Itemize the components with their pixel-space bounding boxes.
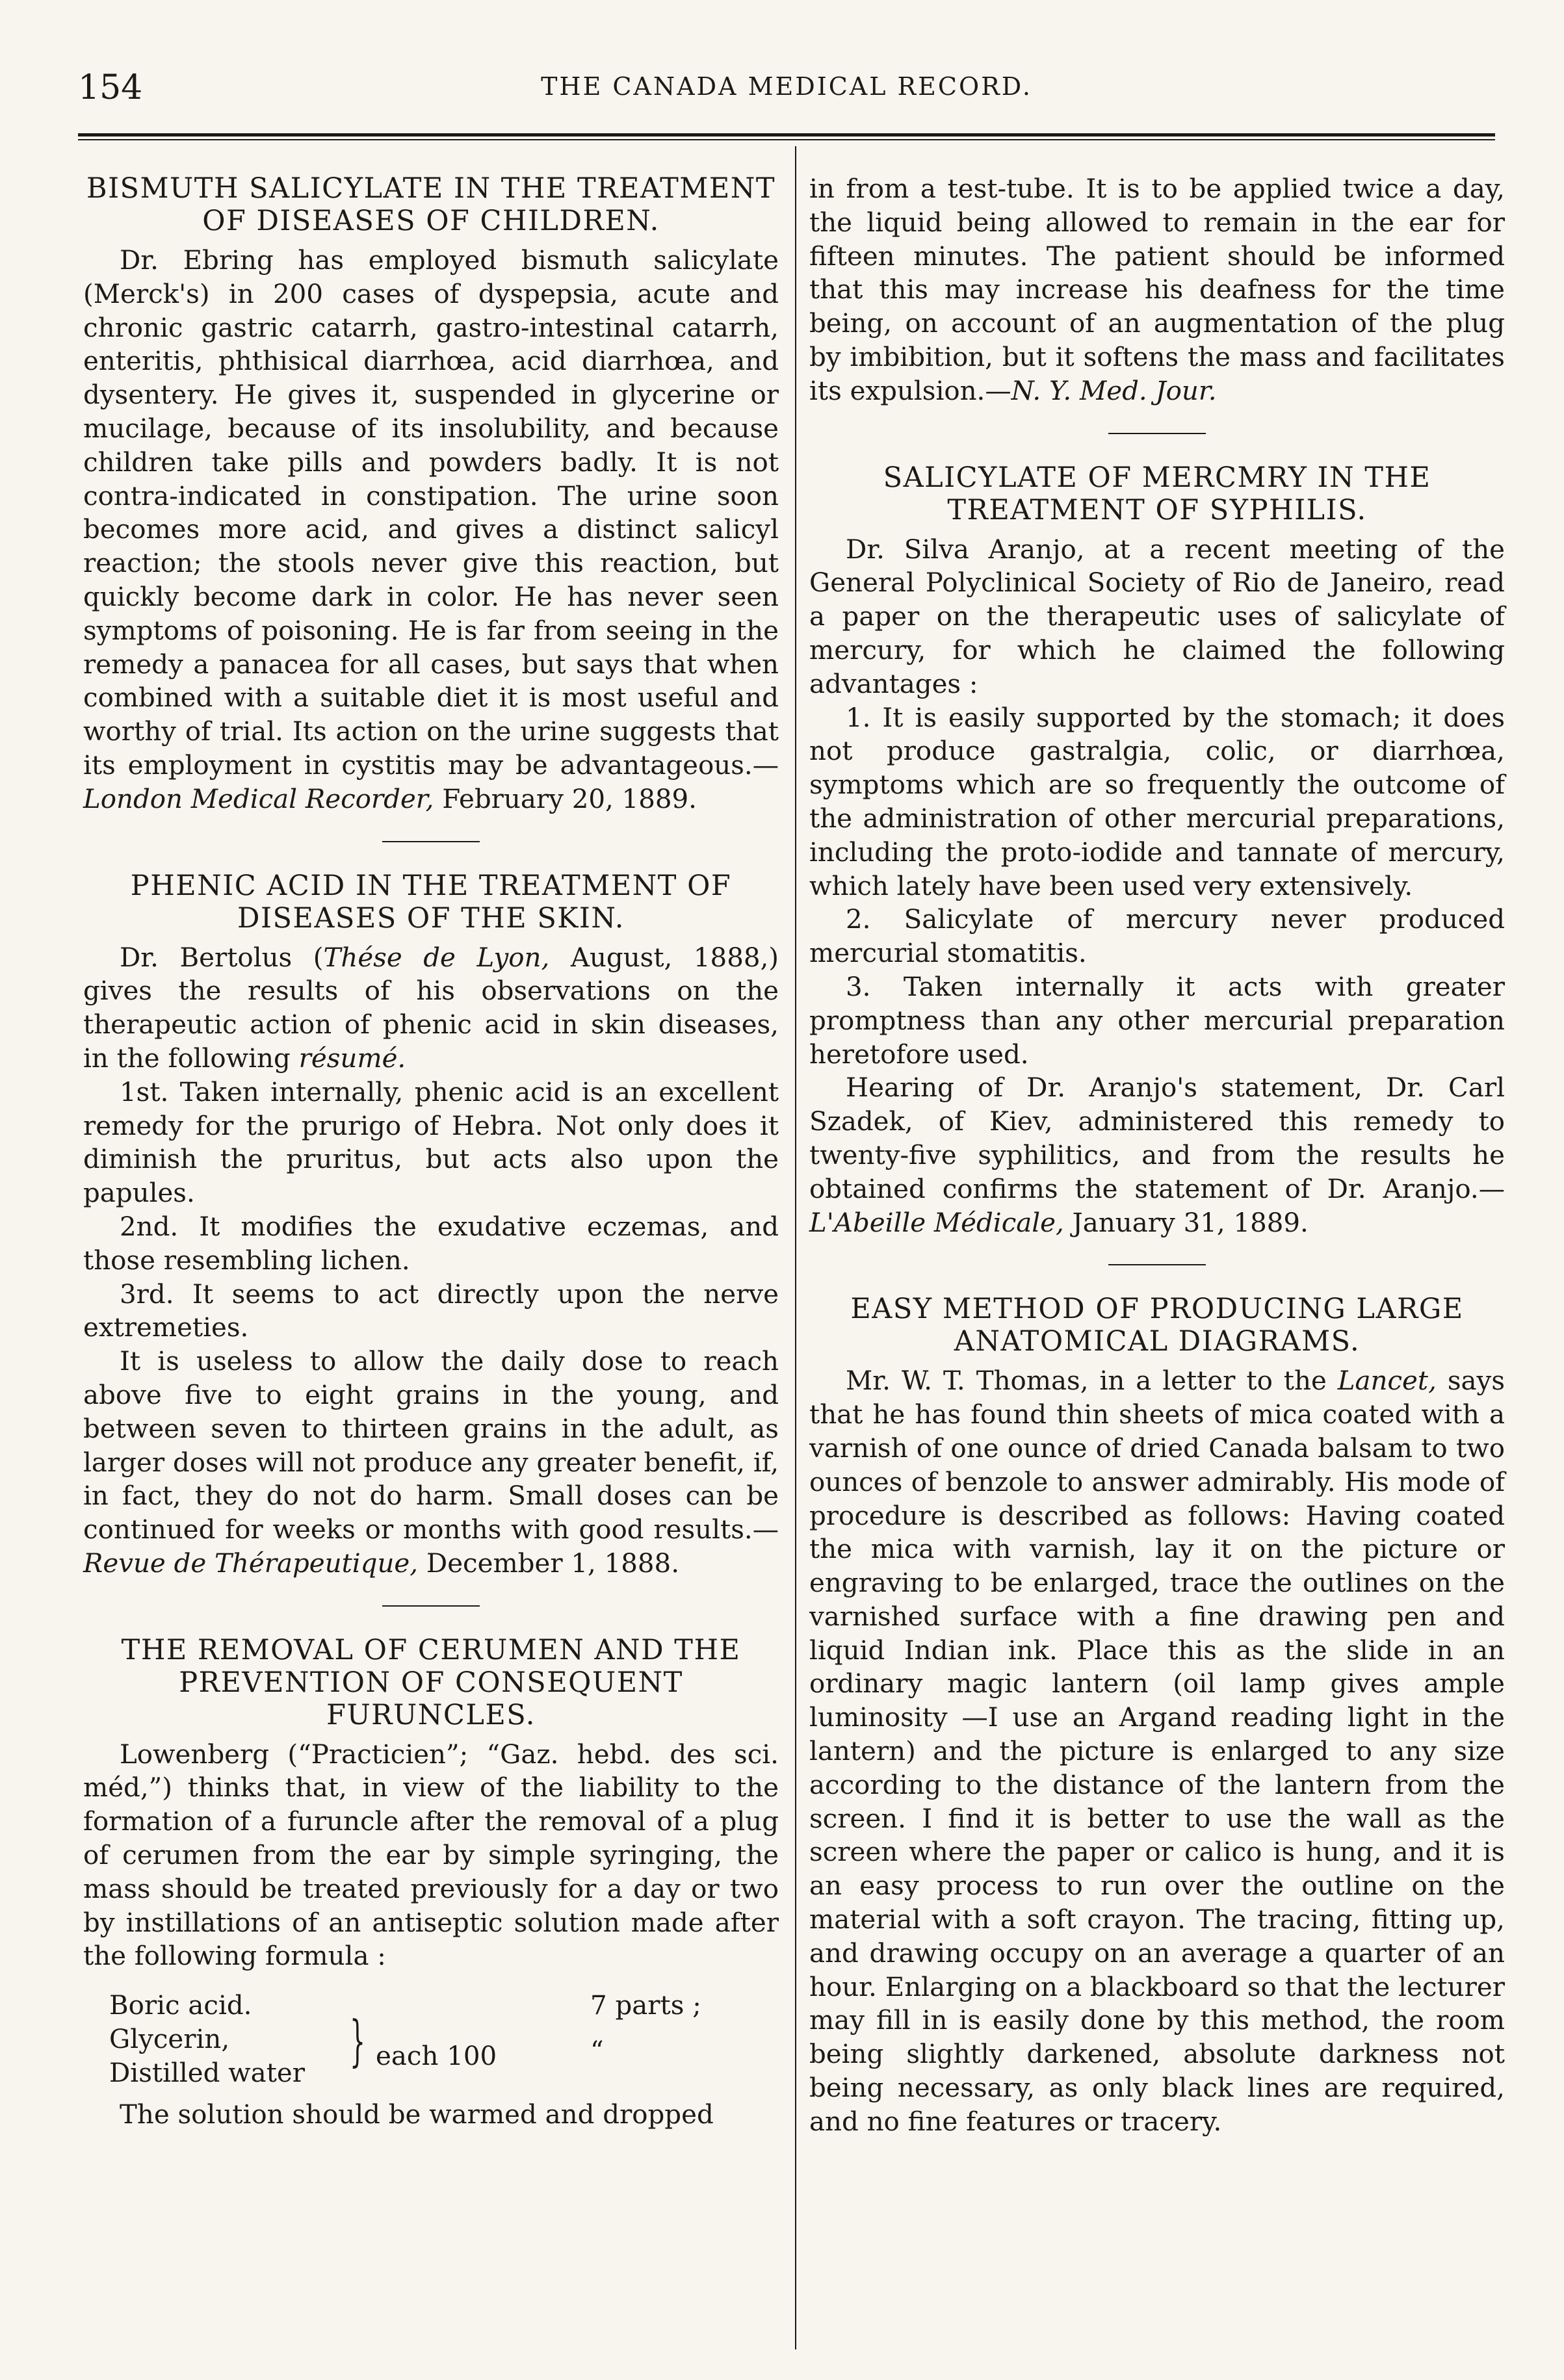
paragraph	[809, 1071, 1505, 1239]
paragraph: 3rd. It seems to act directly upon the nerve extremeties.	[83, 1278, 779, 1343]
paragraph: 1. It is easily supported by the stomach; it does not produce gastralgia, colic, or diarrhœa, symptoms which are so frequently the outcome of the administration of other mercurial preparations, including the proto-iodide and tannate of mercury, which lately have been used very extensively.	[809, 702, 1505, 901]
article-title: EASY METHOD OF PRODUCING LARGE ANATOMICAL DIAGRAMS.	[850, 1293, 1464, 1358]
paragraph-text: says that he has found thin sheets of mica coated with a varnish of one ounce of dried Canada balsam to two ounces of benzole to answer admirably. His mode of procedure is described as follows: Having coated the mica with varnish, lay it on the picture or engraving to be enlarged, trace the outlines on the varnished surface with a fine drawing pen and liquid Indian ink. Place this as the slide in an ordinary magic lantern (oil lamp gives ample luminosity —I use an Argand reading light in the lantern) and the picture is enlarged to any size according to the distance of the lantern from the screen. I find it is better to use the wall as the screen where the paper or calico is hung, and it is an easy process to run over the outline on the material with a soft crayon. The tracing, fitting up, and drawing occupy on an average a quarter of an hour. Enlarging on a blackboard so that the lecturer may fill in is easily done by this method, the room being slightly darkened, absolute darkness not being necessary, as only black lines are required, and no fine features or tracery.	[809, 1365, 1505, 2137]
section-separator	[382, 841, 480, 842]
formula-ingredient: Boric acid.	[109, 1990, 252, 2021]
article-cerumen-continued	[809, 172, 1505, 408]
paragraph	[83, 244, 779, 816]
article-bismuth	[83, 172, 779, 816]
paragraph-text: in from a test-tube. It is to be applied twice a day, the liquid being allowed to remain in the ear for fifteen minutes. The patient should be informed that this may increase his deafness for the time being, on account of an augmentation of the plug by imbibition, but it softens the mass and facilitates its expulsion.—	[809, 174, 1505, 406]
formula	[83, 1989, 779, 2093]
paragraph-text: Mr. W. T. Thomas, in a letter to the	[846, 1365, 1338, 1397]
article-title: BISMUTH SALICYLATE IN THE TREATMENT OF DISEASES OF CHILDREN.	[86, 172, 776, 237]
article-cerumen	[83, 1634, 779, 2132]
page-number: 154	[78, 68, 143, 107]
paragraph: Lowenberg (“Practicien”; “Gaz. hebd. des sci. méd,”) thinks that, in view of the liability to the formation of a furuncle after the removal of a plug of cerumen from the ear by simple syringing, the mass should be treated previously for a day or two by instillations of an antiseptic solution made after the following formula :	[83, 1739, 779, 1972]
running-head	[78, 68, 1495, 107]
formula-ditto: “	[590, 2036, 604, 2067]
paragraph: Dr. Silva Aranjo, at a recent meeting of the General Polyclinical Society of Rio de Janeiro, read a paper on the therapeutic uses of salicylate of mercury, for which he claimed the following advantages :	[809, 534, 1505, 699]
source-citation: London Medical Recorder,	[83, 783, 434, 814]
paragraph-text: Hearing of Dr. Aranjo's statement, Dr. Carl Szadek, of Kiev, administered this remedy to twenty-five syphilitics, and from the results he obtained confirms the statement of Dr. Aranjo.—	[809, 1072, 1505, 1204]
citation-date: December 1, 1888.	[418, 1547, 680, 1579]
right-column	[809, 172, 1505, 2139]
article-title: THE REMOVAL OF CERUMEN AND THE PREVENTION OF CONSEQUENT FURUNCLES.	[121, 1633, 741, 1731]
paragraph: 2. Salicylate of mercury never produced mercurial stomatitis.	[809, 904, 1505, 969]
section-separator	[1108, 433, 1206, 434]
paragraph: The solution should be warmed and dropped	[120, 2099, 714, 2130]
citation-date: January 31, 1889.	[1063, 1207, 1309, 1238]
paragraph	[83, 1345, 779, 1581]
journal-title: THE CANADA MEDICAL RECORD.	[541, 72, 1032, 101]
citation-date: February 20, 1889.	[434, 783, 697, 814]
section-separator	[382, 1605, 480, 1607]
paragraph	[809, 172, 1505, 408]
article-title: SALICYLATE OF MERCMRY IN THE TREATMENT OF SYPHILIS.	[883, 461, 1431, 526]
column-divider	[795, 146, 796, 2349]
formula-quantity: 7 parts ;	[590, 1990, 701, 2021]
paragraph-text: It is useless to allow the daily dose to reach above five to eight grains in the young, and between seven to thirteen grains in the adult, as larger doses will not produce any greater benefit, if, in fact, they do not do harm. Small doses can be continued for weeks or months with good results.—	[83, 1346, 779, 1546]
header-rule-thin	[78, 139, 1495, 140]
source-citation: Lancet,	[1337, 1365, 1437, 1397]
source-citation: Thése de Lyon,	[323, 942, 550, 973]
header-rule	[78, 133, 1495, 136]
article-mercury	[809, 461, 1505, 1240]
paragraph: 1st. Taken internally, phenic acid is an excellent remedy for the prurigo of Hebra. Not only does it diminish the pruritus, but acts also upon the papules.	[83, 1076, 779, 1209]
formula-brace: }	[350, 2009, 366, 2073]
source-citation: N. Y. Med. Jour.	[1011, 375, 1217, 406]
paragraph-text: August, 1888,) gives the results of his observations on the therapeutic action of phenic acid in skin diseases, in the following	[83, 942, 779, 1074]
formula-ingredient: Distilled water	[109, 2058, 306, 2089]
article-diagrams	[809, 1293, 1505, 2138]
formula-ingredient: Glycerin,	[109, 2024, 230, 2055]
paragraph: 2nd. It modifies the exudative eczemas, and those resembling lichen.	[83, 1211, 779, 1276]
paragraph-text: Dr. Bertolus (	[120, 942, 324, 973]
left-column	[83, 172, 779, 2132]
italic-term: résumé.	[298, 1042, 406, 1074]
source-citation: Revue de Thérapeutique,	[83, 1547, 419, 1579]
paragraph: 3. Taken internally it acts with greater promptness than any other mercurial preparation heretofore used.	[809, 971, 1505, 1070]
source-citation: L'Abeille Médicale,	[809, 1207, 1064, 1238]
paragraph	[83, 941, 779, 1076]
article-title: PHENIC ACID IN THE TREATMENT OF DISEASES OF THE SKIN.	[130, 869, 732, 935]
paragraph	[809, 1364, 1505, 2138]
section-separator	[1108, 1264, 1206, 1265]
formula-quantity: each 100	[376, 2041, 497, 2072]
article-phenic-acid	[83, 870, 779, 1581]
paragraph-text: Dr. Ebring has employed bismuth salicylate (Merck's) in 200 cases of dyspepsia, acute and chronic gastric catarrh, gastro-intestinal catarrh, enteritis, phthisical diarrhœa, acid diarrhœa, and dysentery. He gives it, suspended in glycerine or mucilage, because of its insolubility, and because children take pills and powders badly. It is not contra-indicated in constipation. The urine soon becomes more acid, and gives a distinct salicyl reaction; the stools never give this reaction, but quickly become dark in color. He has never seen symptoms of poisoning. He is far from seeing in the remedy a panacea for all cases, but says that when combined with a suitable diet it is most useful and worthy of trial. Its action on the urine suggests that its employment in cystitis may be advantageous.—	[83, 245, 779, 781]
